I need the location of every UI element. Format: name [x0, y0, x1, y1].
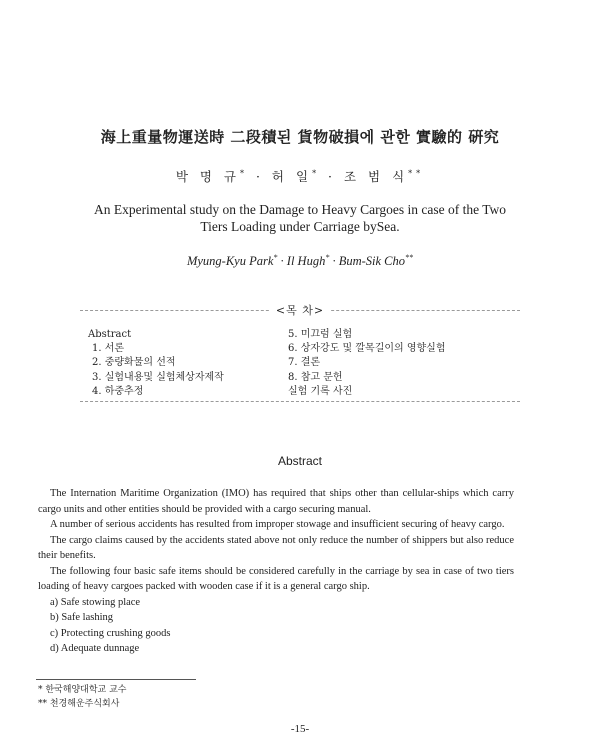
- page-number: -15-: [290, 723, 310, 735]
- abstract-paragraph: The following four basic safe items should be considered carefully in the carriage by sea in case of two tiers loading of heavy cargoes packed with wooden case if it is a general cargo ship.: [38, 565, 514, 592]
- english-authors: [0, 254, 600, 269]
- toc-item: Abstract: [88, 329, 132, 340]
- toc-item: 7. 결론: [288, 357, 321, 369]
- toc-item: 8. 참고 문헌: [288, 371, 343, 383]
- toc-right-column: [288, 328, 446, 399]
- english-title-text: An Experimental study on the Damage to Heavy Cargoes in case of the Two Tiers Loading under Carriage bySea.: [93, 202, 507, 234]
- abstract-list-item: a) Safe stowing place: [50, 596, 141, 608]
- english-title: [0, 201, 600, 235]
- author-1-en: Myung-Kyu Park: [186, 254, 274, 268]
- abstract-paragraph: The cargo claims caused by the accidents stated above not only reduce the number of shippers but also reduce their benefits.: [38, 534, 514, 561]
- toc-item: 2. 중량화물의 선적: [92, 357, 176, 369]
- author-1-ko: 박 명 규: [175, 169, 241, 184]
- toc-item: 5. 미끄럼 실험: [288, 329, 353, 340]
- author-3-ko: · 조 범 식: [320, 169, 409, 184]
- abstract-paragraph: A number of serious accidents has resulted from improper stowage and insufficient securing of heavy cargo.: [50, 519, 505, 530]
- author-3-ko-mark: **: [408, 168, 425, 178]
- author-2-ko-mark: *: [312, 168, 321, 178]
- abstract-body: [38, 486, 514, 657]
- author-3-en-mark: **: [405, 252, 414, 262]
- footnote-divider: [36, 679, 196, 680]
- author-2-en-mark: *: [325, 252, 330, 262]
- toc-item: 6. 상자강도 및 깔목길이의 영향실험: [288, 343, 446, 355]
- abstract-paragraph: The Internation Maritime Organization (IMO) has required that ships other than cellular-ships which carry cargo units and other entities should be provided with a cargo securing manual.: [38, 488, 514, 515]
- toc-item: 3. 실험내용및 실험체상자제작: [92, 371, 224, 383]
- toc-item: 1. 서론: [92, 343, 125, 355]
- author-2-ko: · 허 일: [248, 169, 313, 184]
- korean-authors: [0, 167, 600, 185]
- abstract-heading: Abstract: [277, 454, 322, 468]
- footnote-2: ** 천경해운주식회사: [38, 699, 120, 709]
- toc-heading: <목 차>: [270, 304, 330, 317]
- author-1-en-mark: *: [273, 252, 278, 262]
- author-1-ko-mark: *: [240, 168, 249, 178]
- author-3-en: · Bum-Sik Cho: [329, 254, 406, 268]
- abstract-list-item: d) Adequate dunnage: [50, 643, 140, 654]
- abstract-list-item: b) Safe lashing: [50, 612, 113, 623]
- footnotes: [38, 683, 126, 711]
- toc-item: 4. 하중추정: [92, 385, 144, 397]
- table-of-contents: [80, 304, 520, 402]
- toc-left-column: [88, 328, 224, 399]
- abstract-list-item: c) Protecting crushing goods: [50, 627, 171, 639]
- korean-title: 海上重量物運送時 二段積된 貨物破損에 관한 實驗的 硏究: [100, 128, 500, 146]
- author-2-en: · Il Hugh: [277, 254, 326, 268]
- footnote-1: * 한국해양대학교 교수: [38, 685, 127, 695]
- toc-item: 실험 기록 사진: [288, 385, 353, 397]
